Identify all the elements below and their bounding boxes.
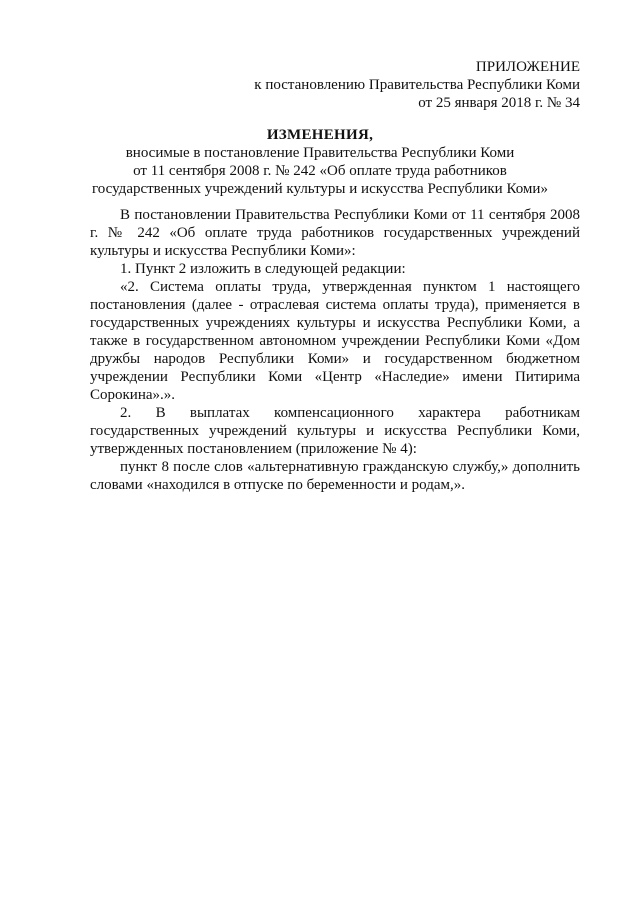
appendix-block: [254, 58, 580, 112]
heading-line-2: от 11 сентября 2008 г. № 242 «Об оплате труда работников: [133, 163, 507, 179]
heading-line-1: вносимые в постановление Правительства Республики Коми: [125, 145, 515, 161]
heading-line-3: государственных учреждений культуры и искусства Республики Коми»: [92, 181, 548, 197]
appendix-label: ПРИЛОЖЕНИЕ: [475, 59, 580, 75]
document-body: [90, 206, 580, 494]
document-heading: [60, 126, 580, 198]
paragraph-item-1-text: «2. Система оплаты труда, утвержденная пунктом 1 настоящего постановления (далее - отраслевая система оплаты труда), применяется в государственных учреждениях культуры и искусства Республики Коми, а также в государственном автономном учреждении Республики Коми «Дом дружбы народов Республики Коми» и государственном бюджетном учреждении Республики Коми «Центр «Наследие» имени Питирима Сорокина».».: [90, 279, 580, 403]
appendix-reference: к постановлению Правительства Республики Коми: [254, 77, 580, 93]
appendix-date: от 25 января 2018 г. № 34: [418, 95, 580, 111]
paragraph-intro: В постановлении Правительства Республики Коми от 11 сентября 2008 г. № 242 «Об оплате труда работников государственных учреждений культуры и искусства Республики Коми»:: [90, 207, 580, 259]
document-title: ИЗМЕНЕНИЯ,: [266, 127, 374, 143]
paragraph-item-1: 1. Пункт 2 изложить в следующей редакции:: [120, 261, 406, 277]
paragraph-item-2-text: пункт 8 после слов «альтернативную гражданскую службу,» дополнить словами «находился в отпуске по беременности и родам,».: [90, 459, 580, 493]
paragraph-item-2: 2. В выплатах компенсационного характера работникам государственных учреждений культуры и искусства Республики Коми, утвержденных постановлением (приложение № 4):: [90, 405, 580, 457]
